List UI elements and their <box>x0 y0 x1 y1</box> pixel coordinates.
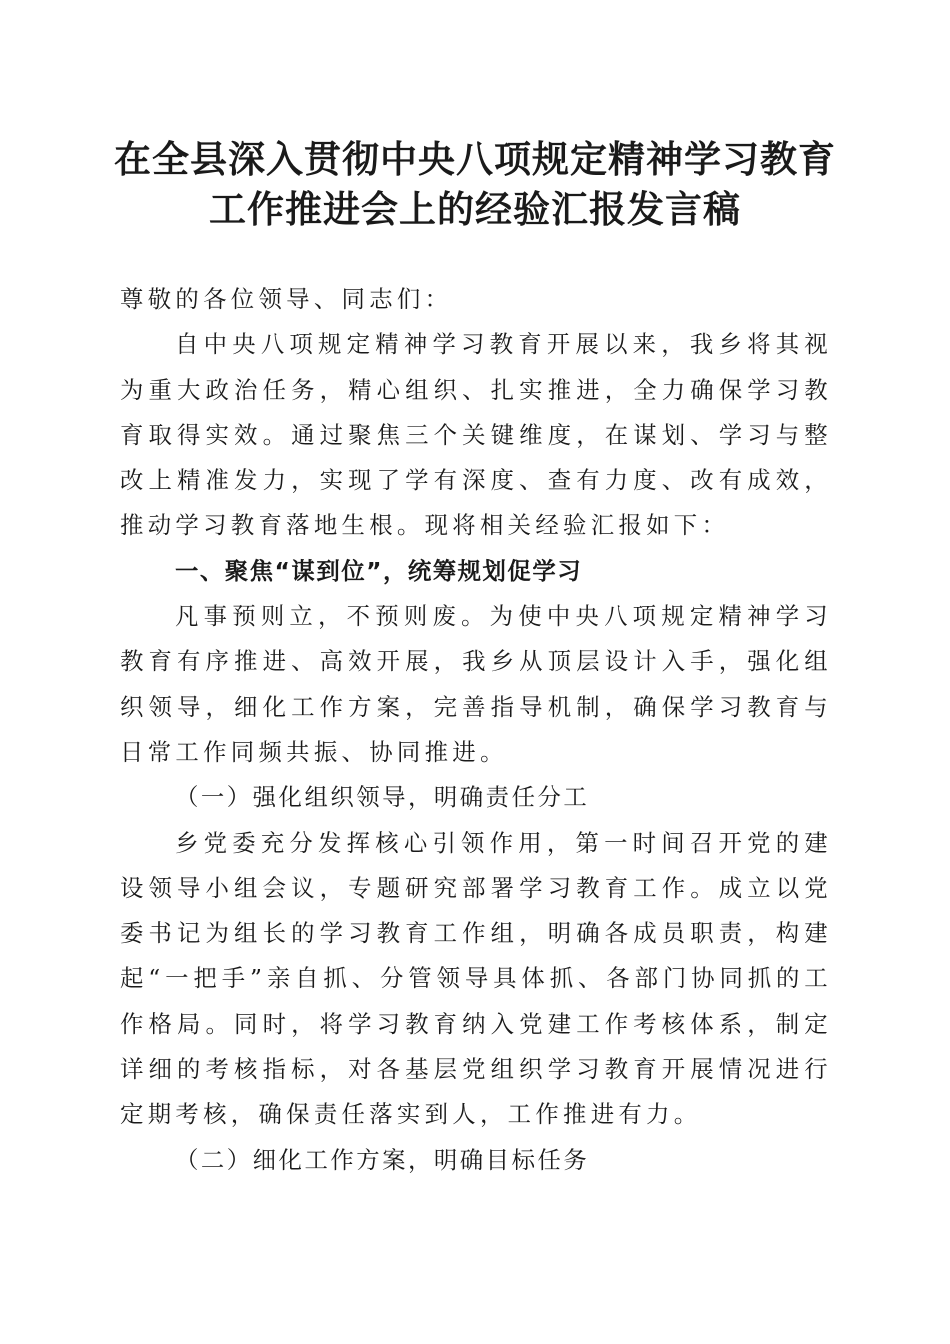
document-body <box>120 277 832 1183</box>
salutation: 尊敬的各位领导、同志们： <box>120 285 453 313</box>
subsection-heading-1: （一）强化组织领导，明确责任分工 <box>175 783 590 812</box>
intro-paragraph: 自中央八项规定精神学习教育开展以来，我乡将其视为重大政治任务，精心组织、扎实推进，全力确保学习教育取得实效。通过聚焦三个关键维度，在谋划、学习与整改上精准发力，实现了学有深度、查有力度、改有成效，推动学习教育落地生根。现将相关经验汇报如下： <box>120 330 832 540</box>
section-1-paragraph: 凡事预则立，不预则废。为使中央八项规定精神学习教育有序推进、高效开展，我乡从顶层设计入手，强化组织领导，细化工作方案，完善指导机制，确保学习教育与日常工作同频共振、协同推进。 <box>120 602 832 766</box>
document-title: 在全县深入贯彻中央八项规定精神学习教育工作推进会上的经验汇报发言稿 <box>114 137 836 231</box>
subsection-1-paragraph: 乡党委充分发挥核心引领作用，第一时间召开党的建设领导小组会议，专题研究部署学习教育工作。成立以党委书记为组长的学习教育工作组，明确各成员职责，构建起“一把手”亲自抓、分管领导具体抓、各部门协同抓的工作格局。同时，将学习教育纳入党建工作考核体系，制定详细的考核指标，对各基层党组织学习教育开展情况进行定期考核，确保责任落实到人，工作推进有力。 <box>120 828 832 1129</box>
section-heading-1: 一、聚焦“谋到位”，统筹规划促学习 <box>175 556 583 585</box>
subsection-heading-2: （二）细化工作方案，明确目标任务 <box>175 1145 590 1174</box>
